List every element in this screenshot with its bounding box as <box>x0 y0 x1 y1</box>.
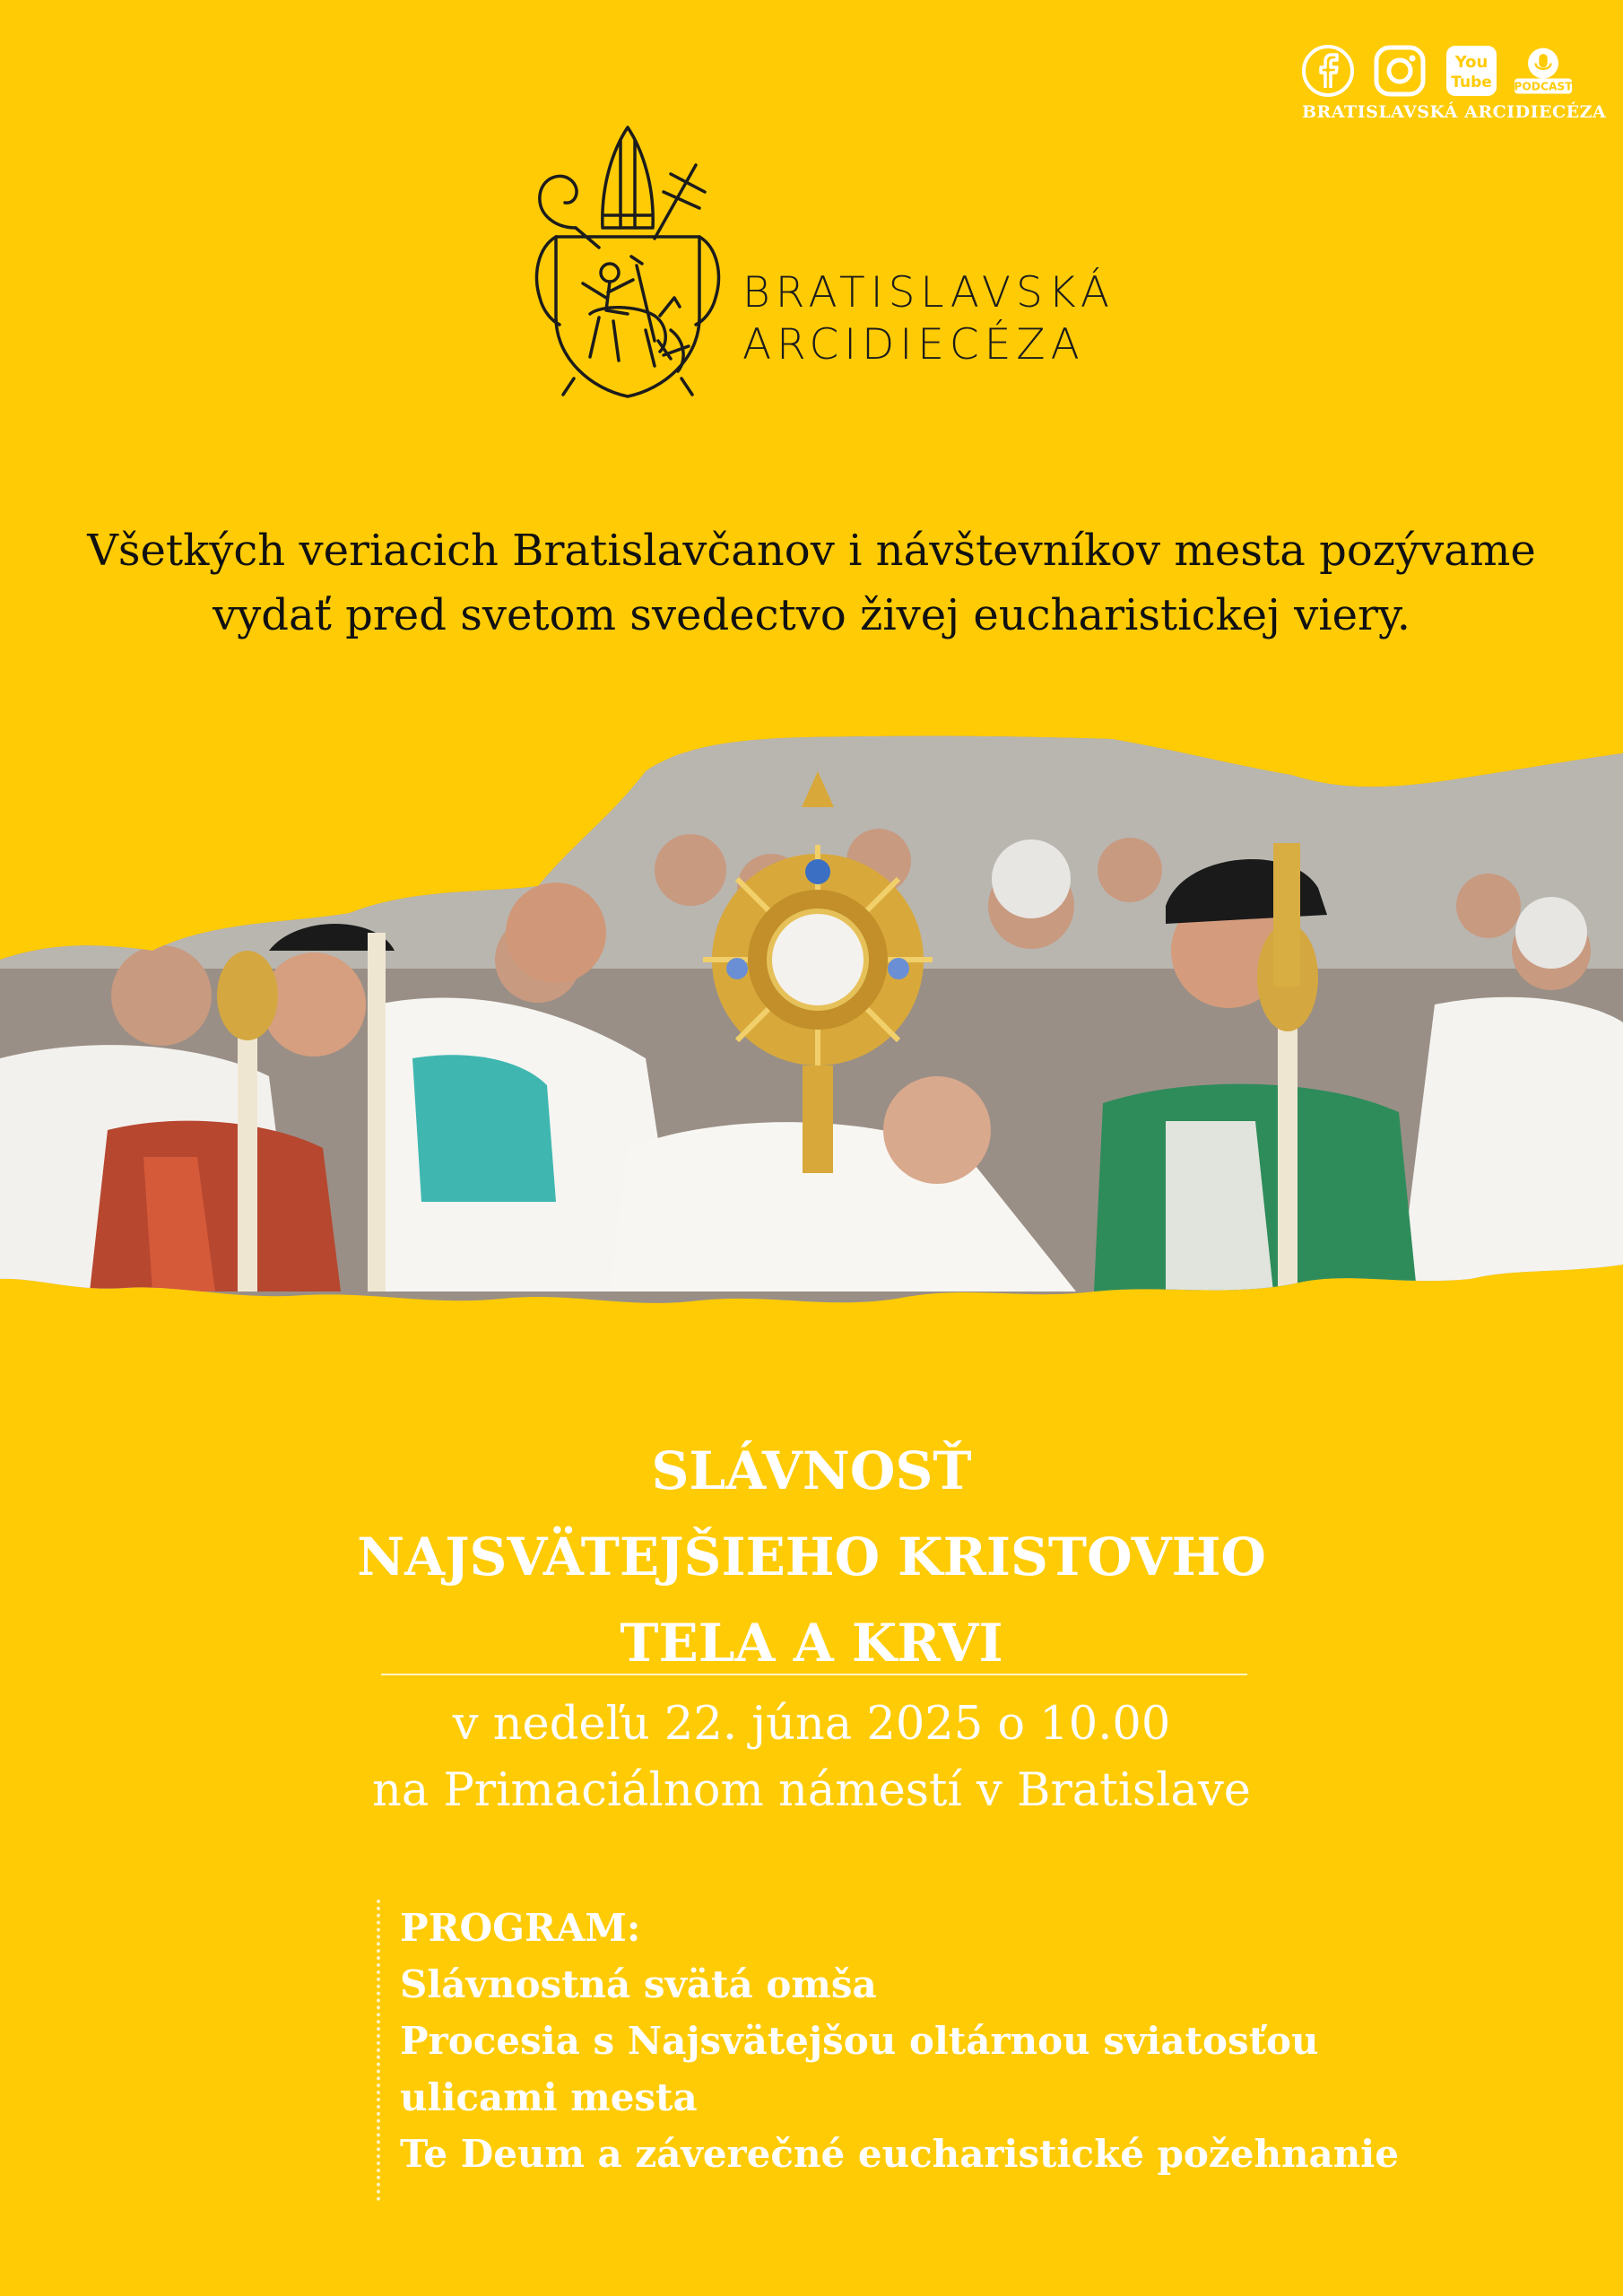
divider <box>381 1674 1247 1675</box>
procession-photo <box>0 735 1623 1381</box>
event-date: v nedeľu 22. júna 2025 o 10.00 <box>452 1698 1171 1751</box>
intro-line-2: vydať pred svetom svedectvo živej eucharistickej viery. <box>213 590 1410 640</box>
youtube-icon[interactable] <box>1442 41 1501 100</box>
coat-of-arms-icon <box>520 122 735 409</box>
event-title-line-1: SLÁVNOSŤ <box>651 1440 972 1501</box>
svg-text:PODCAST: PODCAST <box>1514 80 1573 93</box>
program-item: ulicami mesta <box>400 2075 698 2119</box>
event-title-line-2: NAJSVÄTEJŠIEHO KRISTOVHO <box>357 1526 1266 1587</box>
event-title <box>273 1428 1350 1686</box>
logo-line-2: ARCIDIECÉZA <box>742 320 1085 370</box>
program-item: Procesia s Najsvätejšou oltárnou sviatosťou <box>400 2019 1319 2063</box>
program-title: PROGRAM: <box>400 1906 641 1950</box>
podcast-icon[interactable] <box>1514 41 1573 100</box>
event-title-line-3: TELA A KRVI <box>620 1613 1003 1674</box>
archdiocese-logo <box>520 122 1148 409</box>
program-item: Slávnostná svätá omša <box>400 1962 877 2006</box>
program-section <box>377 1900 1399 2201</box>
social-links <box>1298 41 1607 127</box>
program-item: Te Deum a záverečné eucharistické požehnanie <box>400 2132 1399 2176</box>
facebook-icon[interactable] <box>1298 41 1358 100</box>
event-place: na Primaciálnom námestí v Bratislave <box>372 1764 1251 1817</box>
intro-text <box>36 518 1587 648</box>
svg-text:Tube: Tube <box>1451 74 1492 91</box>
svg-text:You: You <box>1454 53 1488 72</box>
logo-line-1: BRATISLAVSKÁ <box>742 268 1115 317</box>
instagram-icon[interactable] <box>1370 41 1429 100</box>
intro-line-1: Všetkých veriacich Bratislavčanov i návštevníkov mesta pozývame <box>87 526 1536 576</box>
logo-wordmark <box>742 267 1115 371</box>
event-details <box>273 1692 1350 1824</box>
social-caption: BRATISLAVSKÁ ARCIDIECÉZA <box>1302 102 1607 122</box>
